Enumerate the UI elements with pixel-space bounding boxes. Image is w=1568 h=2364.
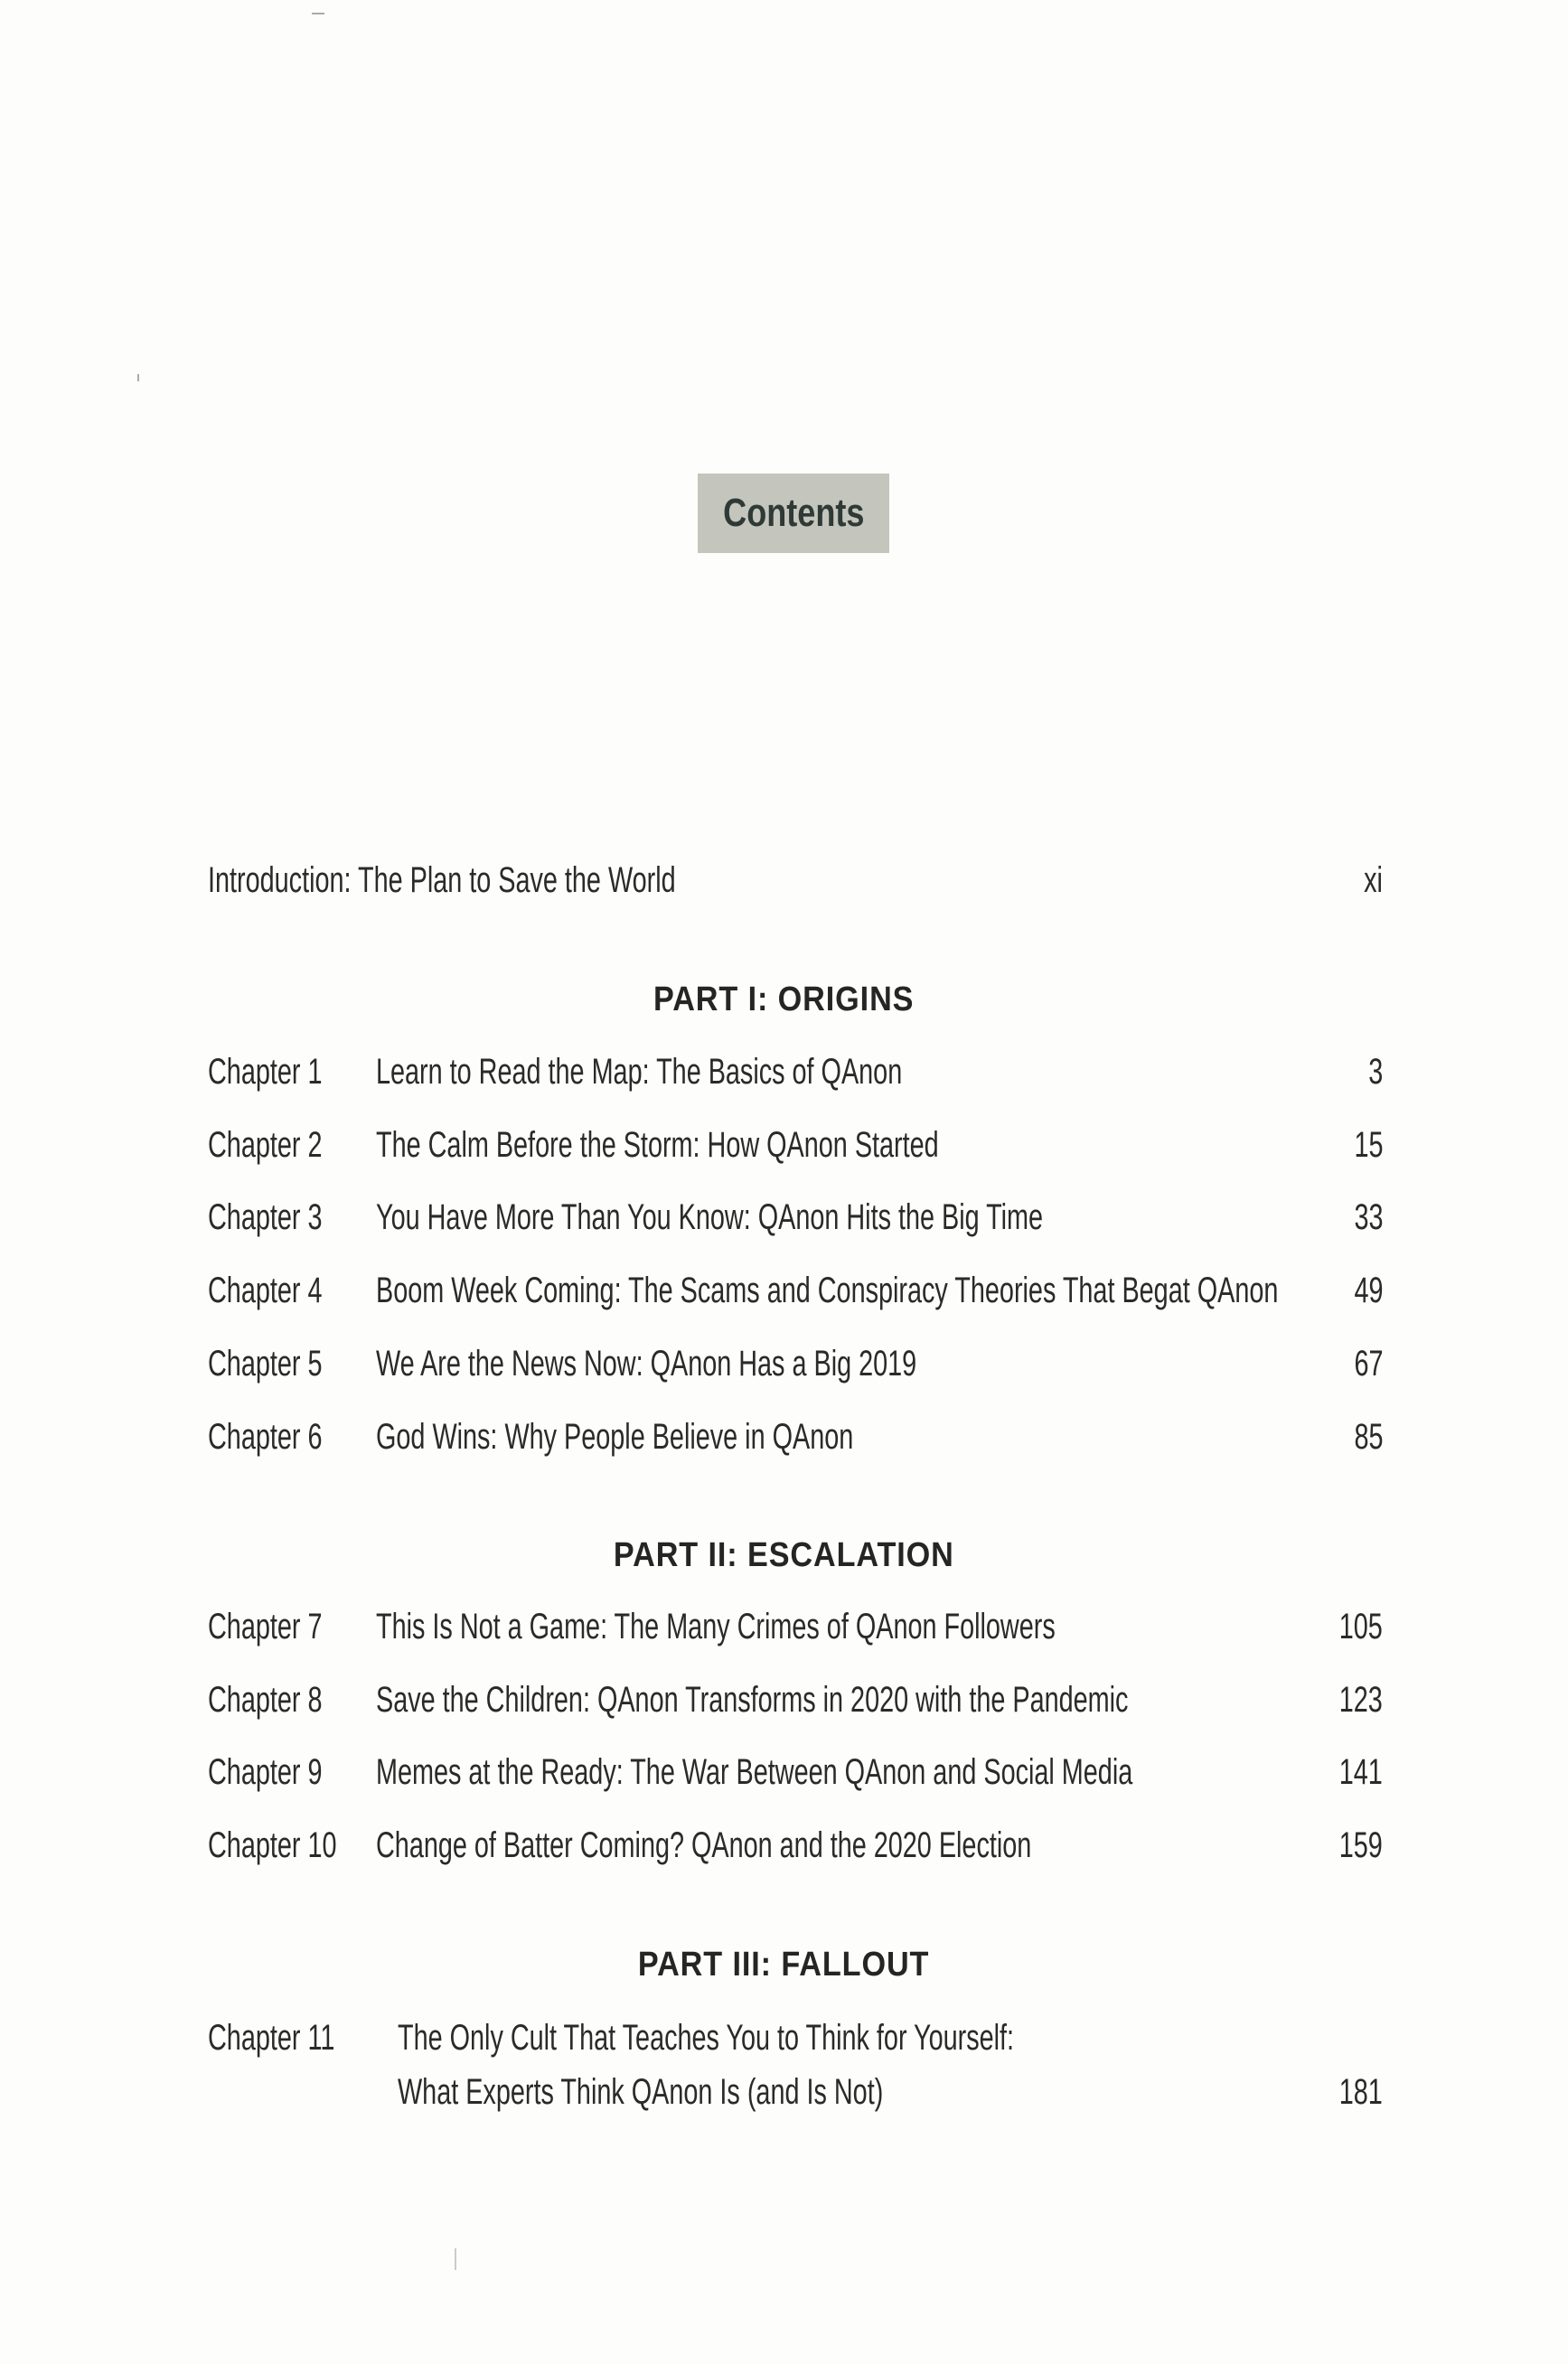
chapter-label: Chapter 8 [208,1680,323,1720]
toc-entry-chapter-8[interactable] [0,1680,1568,1734]
toc-entry-chapter-4[interactable] [0,1271,1568,1325]
toc-entry-chapter-6[interactable] [0,1417,1568,1471]
chapter-label: Chapter 11 [208,2018,335,2058]
chapter-page: 123 [1338,1680,1383,1720]
chapter-page: 105 [1338,1607,1383,1646]
part-heading: PART III: FALLOUT [638,1946,930,1984]
chapter-label: Chapter 10 [208,1825,337,1865]
scan-speck [312,13,324,14]
chapter-label: Chapter 2 [208,1125,323,1165]
chapter-label: Chapter 7 [208,1607,323,1646]
chapter-label: Chapter 4 [208,1271,323,1310]
chapter-label: Chapter 9 [208,1752,323,1792]
entry-title: Introduction: The Plan to Save the World [208,860,676,900]
chapter-page: 67 [1353,1344,1383,1384]
toc-entry-chapter-11[interactable] [0,2018,1568,2135]
part-heading: PART I: ORIGINS [653,980,915,1018]
chapter-title: Learn to Read the Map: The Basics of QAnon [376,1052,903,1092]
chapter-title: Save the Children: QAnon Transforms in 2020 with the Pandemic [376,1680,1129,1720]
chapter-title: God Wins: Why People Believe in QAnon [376,1417,854,1457]
chapter-page: 3 [1367,1052,1383,1092]
chapter-page: 181 [1338,2072,1383,2112]
chapter-title-line-1: The Only Cult That Teaches You to Think for Yourself: [398,2018,1015,2058]
chapter-page: 85 [1353,1417,1383,1457]
contents-title-text: Contents [722,491,865,535]
chapter-title: We Are the News Now: QAnon Has a Big 2019 [376,1344,917,1384]
chapter-label: Chapter 3 [208,1197,323,1237]
chapter-title: This Is Not a Game: The Many Crimes of QAnon Followers [376,1607,1056,1646]
toc-entry-chapter-7[interactable] [0,1607,1568,1661]
scan-speck [455,2248,456,2270]
chapter-page: 159 [1338,1825,1383,1865]
chapter-label: Chapter 1 [208,1052,323,1092]
chapter-page: 33 [1353,1197,1383,1237]
toc-entry-chapter-10[interactable] [0,1825,1568,1880]
entry-page: xi [1364,860,1383,900]
chapter-title: Memes at the Ready: The War Between QAnon and Social Media [376,1752,1133,1792]
chapter-title: Change of Batter Coming? QAnon and the 2020 Election [376,1825,1032,1865]
part-heading: PART II: ESCALATION [614,1536,954,1574]
chapter-title-line-2: What Experts Think QAnon Is (and Is Not) [398,2072,884,2112]
toc-entry-chapter-9[interactable] [0,1752,1568,1806]
chapter-label: Chapter 5 [208,1344,323,1384]
chapter-title: The Calm Before the Storm: How QAnon Started [376,1125,939,1165]
contents-title [698,474,889,553]
scan-speck [137,374,139,381]
toc-entry-chapter-2[interactable] [0,1125,1568,1179]
toc-entry-introduction[interactable] [0,860,1568,915]
toc-entry-chapter-3[interactable] [0,1197,1568,1252]
chapter-page: 141 [1338,1752,1383,1792]
chapter-title: Boom Week Coming: The Scams and Conspiracy Theories That Begat QAnon [376,1271,1279,1310]
chapter-label: Chapter 6 [208,1417,323,1457]
chapter-title: You Have More Than You Know: QAnon Hits the Big Time [376,1197,1044,1237]
toc-entry-chapter-5[interactable] [0,1344,1568,1398]
chapter-page: 49 [1353,1271,1383,1310]
chapter-page: 15 [1353,1125,1383,1165]
toc-entry-chapter-1[interactable] [0,1052,1568,1106]
